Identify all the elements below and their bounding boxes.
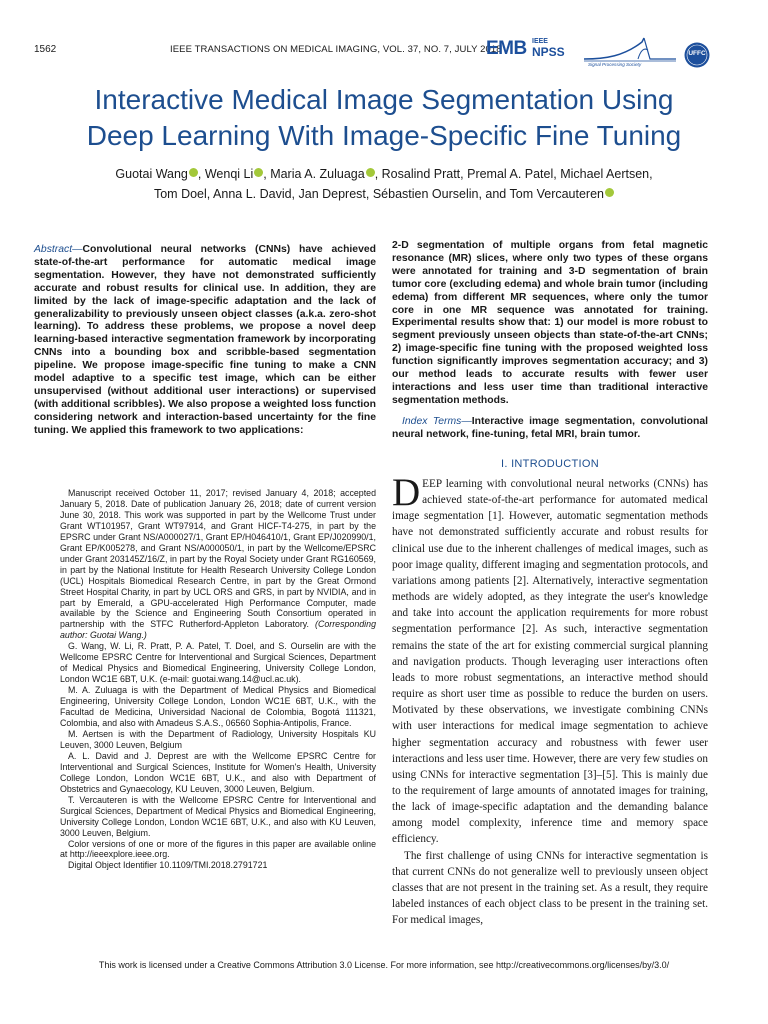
- author-others-1: , Rosalind Pratt, Premal A. Patel, Michael Aertsen,: [374, 167, 653, 181]
- drop-cap: D: [392, 471, 421, 514]
- npss-logo-ieee: IEEE: [532, 38, 548, 45]
- paper-title: [20, 82, 748, 154]
- abstract-right: [392, 240, 708, 442]
- page-number: 1562: [34, 44, 57, 55]
- footnote-funding-text: Manuscript received October 11, 2017; revised January 4, 2018; accepted January 5, 2018. Date of publication January 26, 2018; date of current version June 30, 2018. This work was supported in part by the Wellcome Trust under Grant WT101957, Grant WT97914, and Grant HICF-T4-275, in part by the EPSRC under Grant NS/A000027/1, Grant EP/H046410/1, Grant EP/J020990/1, Grant EP/K005278, and Grant NS/A000050/1, in part by the Wellcome/EPSRC under Grant 203145Z/16/Z, in part by the Royal Society under Grant RG160569, in part by the National Institute for Health Research University College London (UCL) Hospitals Biomedical Research Centre, in part by the Great Ormond Street Hospital Charity, in part by UCL ORS and GRS, in part by NVIDIA, and in part by Emerald, a GPU-accelerated High Performance Computer, made available by the Science and Engineering South Consortium operated in partnership with the STFC Rutherford-Appleton Laboratory.: [60, 488, 376, 630]
- intro-paragraph-2: The first challenge of using CNNs for interactive segmentation is that current CNNs do not generalize well to previously unseen object classes that are not present in the training set. As a result, they require labeled instances of each object class to be present in the training set. For medical images,: [392, 849, 708, 927]
- footnote-affiliation: M. A. Zuluaga is with the Department of Medical Physics and Biomedical Engineering, University College London, London WC1E 6BT, U.K., with the Facultad de Medicina, Universidad Nacional de Colombia, Bogotá 111321, Colombia, and also with Amadeus S.A.S., 06560 Sophia-Antipolis, France.: [60, 685, 376, 729]
- orcid-icon[interactable]: [605, 188, 614, 197]
- footnote: [60, 488, 376, 871]
- author-others-2: Tom Doel, Anna L. David, Jan Deprest, Sébastien Ourselin, and Tom Vercauteren: [153, 187, 605, 201]
- intro-body: [392, 471, 708, 928]
- emb-logo: EMB: [486, 38, 527, 59]
- orcid-icon[interactable]: [189, 168, 198, 177]
- license-notice: This work is licensed under a Creative Commons Attribution 3.0 License. For more information, see http://creativecommons.org/licenses/by/3.0/: [98, 960, 670, 970]
- journal-header: IEEE TRANSACTIONS ON MEDICAL IMAGING, VOL. 37, NO. 7, JULY 2018: [170, 44, 502, 55]
- section-heading: I. INTRODUCTION: [501, 458, 599, 470]
- orcid-icon[interactable]: [366, 168, 375, 177]
- author-list: [60, 164, 708, 204]
- intro-paragraph-1-text: EEP learning with convolutional neural networks (CNNs) has achieved state-of-the-art performance for automated medical image segmentation [1]. However, automatic segmentation methods have not demonstrated sufficiently accurate and robust results for clinical use due to the inherent challenges of medical images, such as poor image quality, different imaging and segmentation protocols, and variations among patients [2]. Alternatively, interactive segmentation methods are widely adopted, as they integrate the user's knowledge and take into account the application requirements for more robust segmentation performance [2]. As such, interactive segmentation remains the state of the art for existing commercial surgical planning and navigation products. Though leveraging user interactions often leads to more robust segmentations, an interactive method should require as short user time as possible to reduce the burden on users. Motivated by these observations, we investigate combining CNNs with user interactions for medical image segmentation to achieve higher segmentation accuracy and robustness with fewer user interactions and less user time. However, there are very few studies on using CNNs for interactive segmentation [3]–[5]. This is mainly due to the requirement of large amounts of annotated images for training, the lack of image-specific adaptation and the demanding balance among model complexity, inference time and memory space efficiency.: [392, 478, 708, 846]
- abstract-label: Abstract—: [34, 244, 83, 255]
- abstract-text-left: Convolutional neural networks (CNNs) have achieved state-of-the-art performance for automatic medical image segmentation. However, they have not demonstrated sufficiently accurate and robust results for clinical use. In addition, they are limited by the lack of image-specific adaptation and the lack of generalizability to previously unseen object classes (a.k.a. zero-shot learning). To address these problems, we propose a novel deep learning-based interactive segmentation framework by incorporating CNNs into a bounding box and scribble-based segmentation pipeline. We propose image-specific fine tuning to make a CNN model adaptive to a specific test image, which can be either unsupervised (without additional user interactions) or supervised (with additional scribbles). We also propose a weighted loss function considering network and interaction-based uncertainty for the fine tuning. We applied this framework to two applications:: [34, 244, 376, 436]
- title-line-2: Deep Learning With Image-Specific Fine Tuning: [86, 120, 682, 151]
- footnote-doi: Digital Object Identifier 10.1109/TMI.2018.2791721: [68, 860, 268, 871]
- npss-logo-text: NPSS: [532, 45, 565, 59]
- index-terms-label: Index Terms—: [402, 415, 472, 427]
- sps-logo-text: Signal Processing Society: [588, 62, 642, 67]
- corresponding-author: (Corresponding author: Guotai Wang.): [60, 619, 376, 641]
- author-li: , Wenqi Li: [197, 167, 254, 181]
- abstract-text-right: 2-D segmentation of multiple organs from fetal magnetic resonance (MR) slices, where only two types of these organs were annotated for training and 3-D segmentation of brain tumor core (excluding edema) and whole brain tumor (including edema) from different MR sequences, where only the tumor core in one MR sequence was annotated for training. Experimental results show that: 1) our model is more robust to segment previously unseen objects than state-of-the-art CNNs; 2) image-specific fine tuning with the proposed weighted loss function significantly improves segmentation accuracy; and 3) our method leads to accurate results with fewer user interactions and less user time than traditional interactive segmentation methods.: [392, 240, 708, 406]
- author-zuluaga: , Maria A. Zuluaga: [263, 167, 365, 181]
- footnote-affiliation: A. L. David and J. Deprest are with the Wellcome EPSRC Centre for Interventional and Surgical Sciences, Institute for Women's Health, University College London, London WC1E 6BT, U.K., and also with Department of Obstetrics and Gynaecology, KU Leuven, 3000 Leuven, Belgium.: [60, 750, 376, 794]
- footnote-affiliation: T. Vercauteren is with the Wellcome EPSRC Centre for Interventional and Surgical Sciences, Department of Medical Physics and Biomedical Engineering, University College London, London WC1E 6BT, U.K., and also with KU Leuven, 3000 Leuven, Belgium.: [60, 794, 376, 838]
- title-line-1: Interactive Medical Image Segmentation Using: [94, 84, 674, 115]
- uffc-logo-text: UFFC: [688, 50, 706, 57]
- author-wang: Guotai Wang: [115, 167, 188, 181]
- index-terms-text: Interactive image segmentation, convolutional neural network, fine-tuning, fetal MRI, brain tumor.: [392, 415, 708, 440]
- abstract-left: [34, 244, 376, 438]
- footnote-color-note: Color versions of one or more of the figures in this paper are available online at http://ieeexplore.ieee.org.: [60, 838, 376, 860]
- author-line-2: [60, 184, 708, 204]
- footnote-affiliation: G. Wang, W. Li, R. Pratt, P. A. Patel, T. Doel, and S. Ourselin are with the Wellcome EPSRC Centre for Interventional and Surgical Sciences, Department of Medical Physics and Biomedical Engineering, University College London, London WC1E 6BT, U.K. (e-mail: guotai.wang.14@ucl.ac.uk).: [60, 641, 376, 685]
- intro-paragraph-1: [392, 471, 708, 848]
- footnote-funding: [60, 488, 376, 641]
- orcid-icon[interactable]: [254, 168, 263, 177]
- footnote-affiliation: M. Aertsen is with the Department of Radiology, University Hospitals KU Leuven, 3000 Leuven, Belgium: [60, 728, 376, 750]
- index-terms: [392, 416, 708, 442]
- author-line-1: [60, 164, 708, 184]
- npss-logo: [532, 38, 572, 58]
